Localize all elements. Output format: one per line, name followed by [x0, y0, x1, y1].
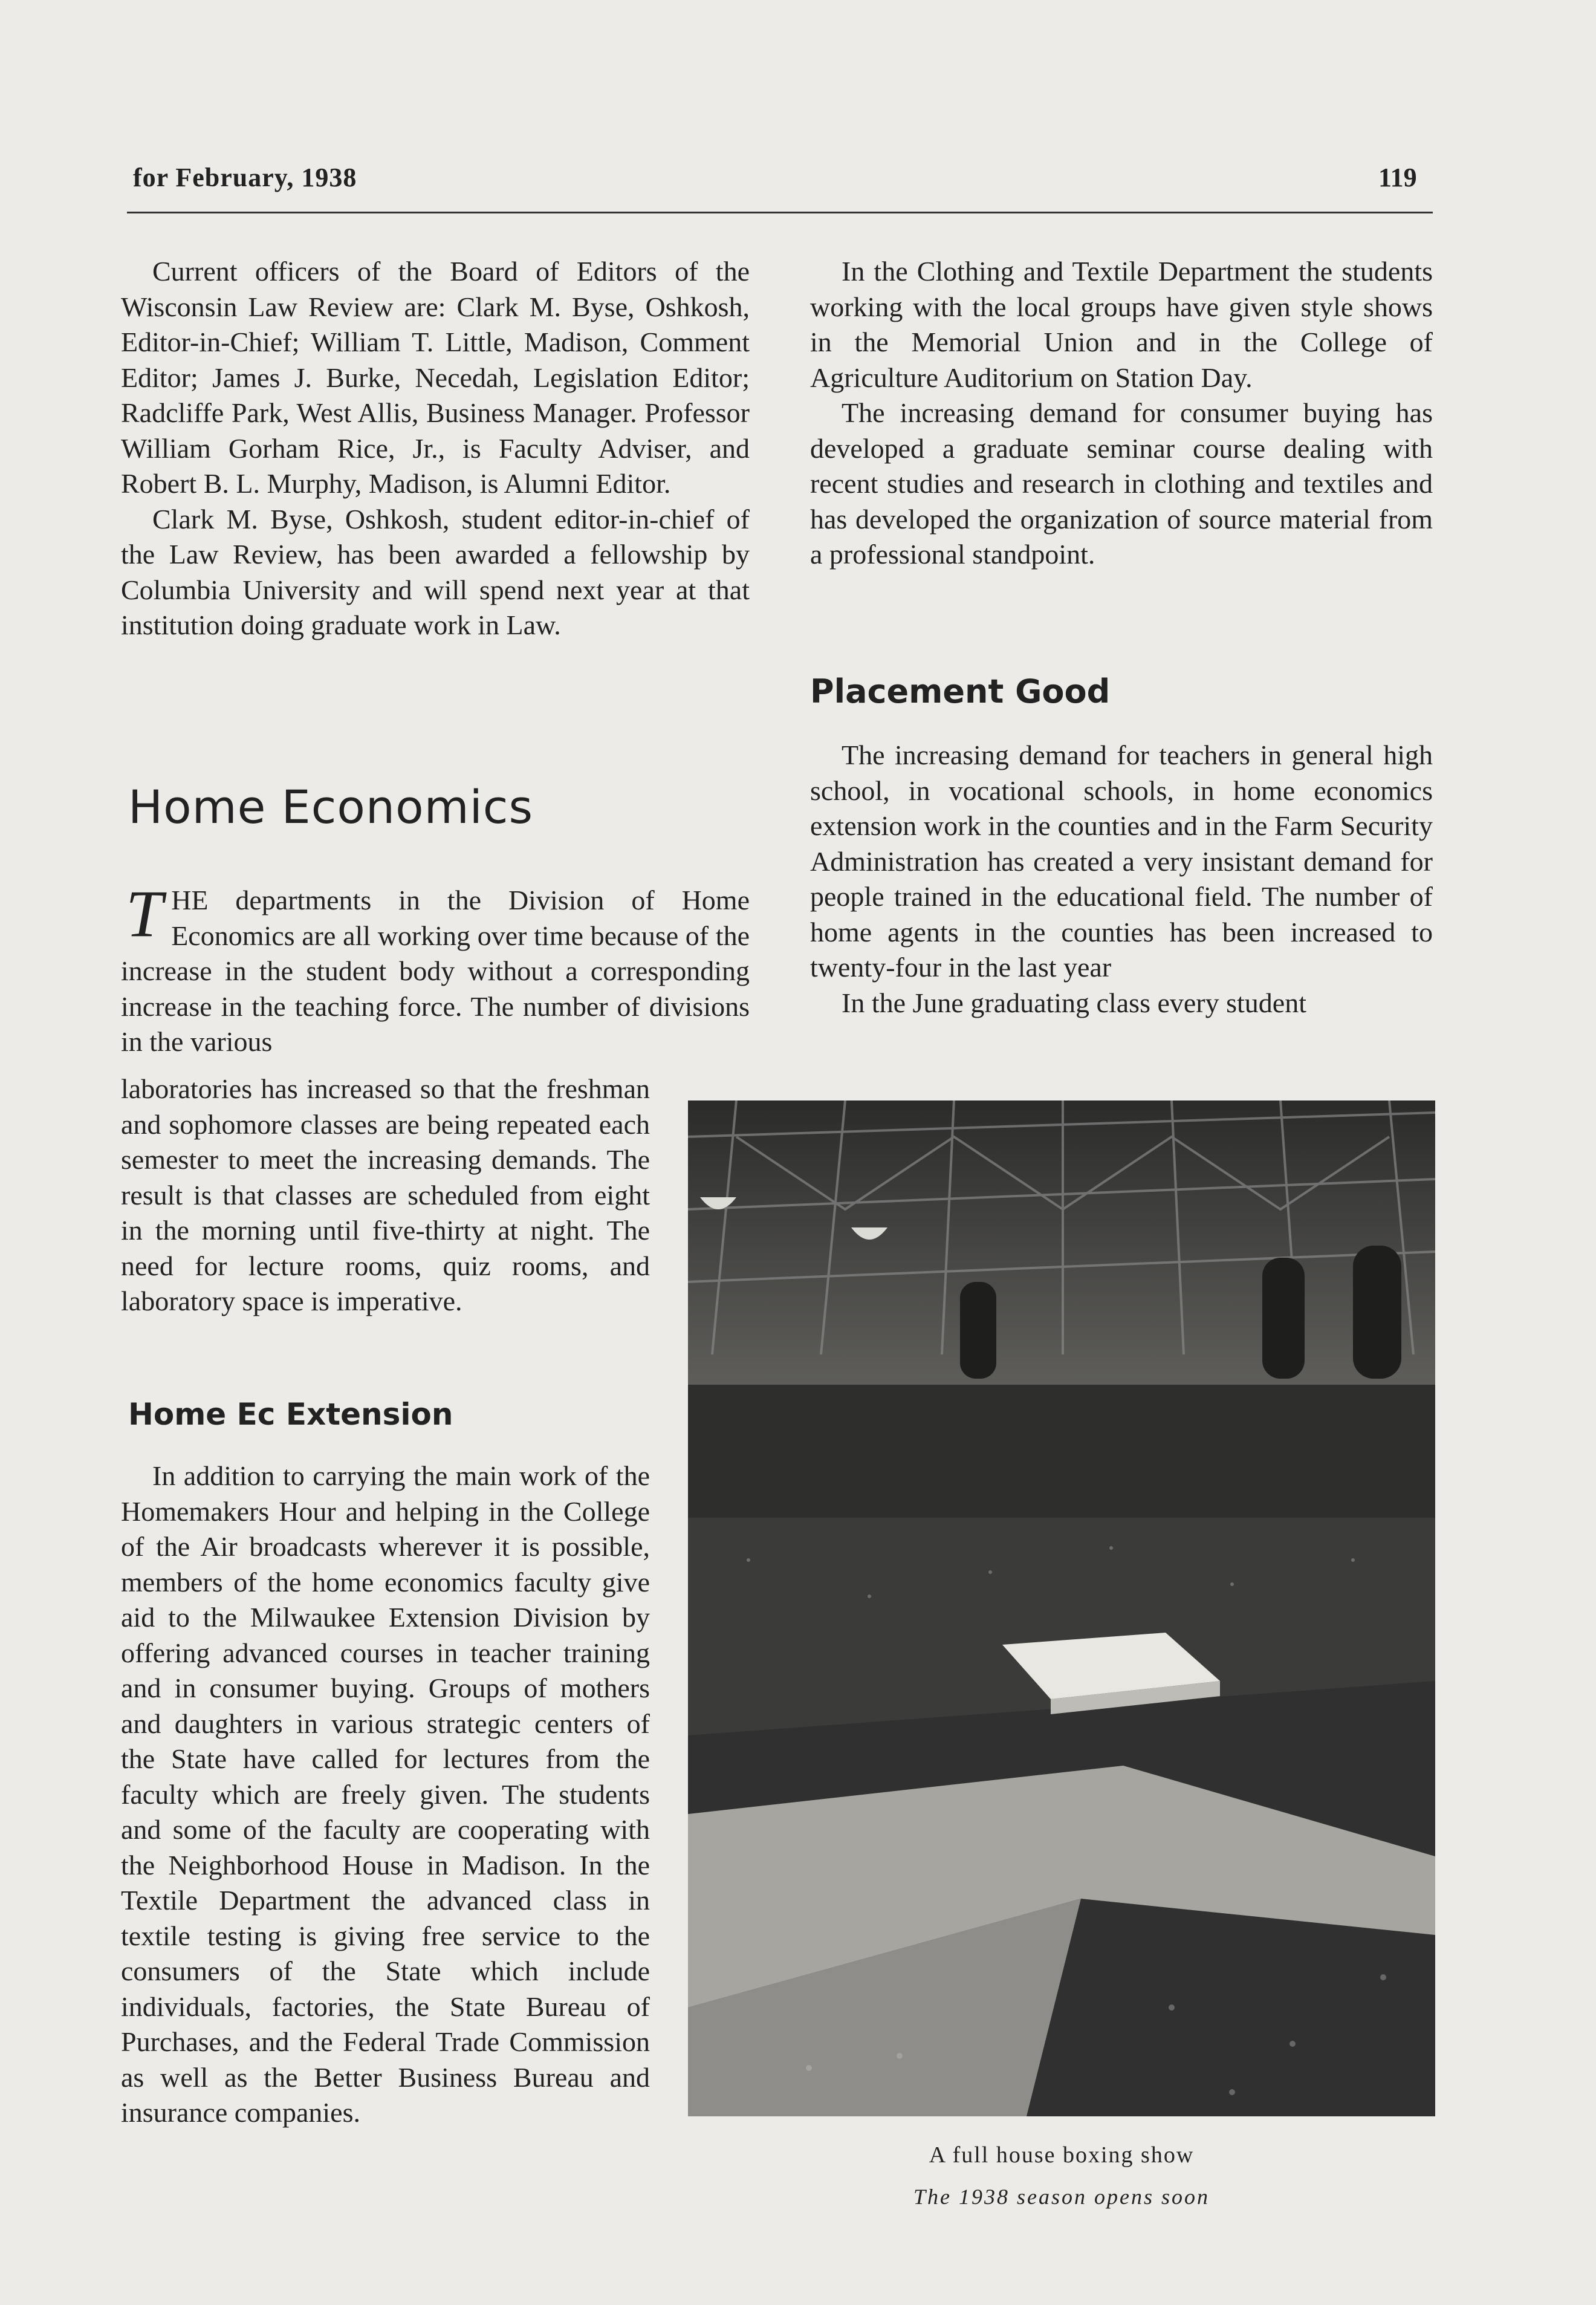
extension-column — [121, 1458, 650, 2131]
home-economics-intro — [121, 877, 750, 1060]
photo-subcaption: The 1938 season opens soon — [913, 2185, 1210, 2209]
boxing-arena-photo — [688, 1100, 1435, 2116]
graduating-paragraph: In the June graduating class every student — [842, 987, 1306, 1018]
clothing-column — [810, 254, 1433, 573]
extension-paragraph: In addition to carrying the main work of the Homemakers Hour and helping in the College of the Air broadcasts wherever it is possible, members of the home economics faculty give aid to the Milwaukee Extension Division by offering advanced courses in teacher training and in consumer buying. Groups of mothers and daughters in various strategic centers of the State have called for lectures from the faculty which are freely given. The students and some of the faculty are cooperating with the Neighborhood House in Madison. In the Textile Department the advanced class in textile testing is giving free service to the consumers of the State which include individuals, factories, the State Bureau of Purchases, and the Federal Trade Commission as well as the Better Business Bureau and insurance companies. — [121, 1460, 650, 2128]
page-number: 119 — [1378, 163, 1417, 192]
law-review-column — [121, 254, 750, 643]
extension-title: Home Ec Extension — [128, 1397, 453, 1432]
byse-paragraph: Clark M. Byse, Oshkosh, student editor-in-chief of the Law Review, has been awarded a fellowship by Columbia University and will spend next year at that institution doing graduate work in Law. — [121, 503, 750, 640]
consumer-buying-paragraph: The increasing demand for consumer buying has developed a graduate seminar course dealing with recent studies and research in clothing and textiles and has developed the organization of source material from a professional standpoint. — [810, 397, 1433, 570]
home-economics-continued — [121, 1071, 650, 1319]
home-economics-paragraph-narrow: laboratories has increased so that the freshman and sophomore classes are being repeated each semester to meet the increasing demands. The result is that classes are scheduled from eight in the morning until five-thirty at night. The need for lecture rooms, quiz rooms, and laboratory space is imperative. — [121, 1073, 650, 1316]
placement-paragraph: The increasing demand for teachers in general high school, in vocational schools, in home economics extension work in the counties and in the Farm Security Administration has created a very insistant demand for people trained in the educational field. The number of home agents in the counties has been increased to twenty-four in the last year — [810, 740, 1433, 983]
drop-cap: T — [126, 877, 163, 951]
placement-title: Placement Good — [810, 672, 1111, 710]
home-economics-title: Home Economics — [128, 780, 534, 834]
photo-caption: A full house boxing show — [929, 2142, 1195, 2168]
clothing-paragraph: In the Clothing and Textile Department the students working with the local groups have given style shows in the Memorial Union and in the College of Agriculture Auditorium on Station Day. — [810, 256, 1433, 393]
officers-paragraph: Current officers of the Board of Editors of the Wisconsin Law Review are: Clark M. Byse, Oshkosh, Editor-in-Chief; William T. Little, Madison, Comment Editor; James J. Burke, Necedah, Legislation Editor; Radcliffe Park, West Allis, Business Manager. Professor William Gorham Rice, Jr., is Faculty Adviser, and Robert B. L. Murphy, Madison, is Alumni Editor. — [121, 256, 750, 499]
placement-column — [810, 738, 1433, 1021]
header-rule — [127, 212, 1433, 213]
home-economics-paragraph-wide: THE departments in the Division of Home Economics are all working over time because of the increase in the student body without a corresponding increase in the teaching force. The number of divisions in the various — [121, 877, 750, 1057]
running-header: for February, 1938 — [133, 163, 357, 192]
